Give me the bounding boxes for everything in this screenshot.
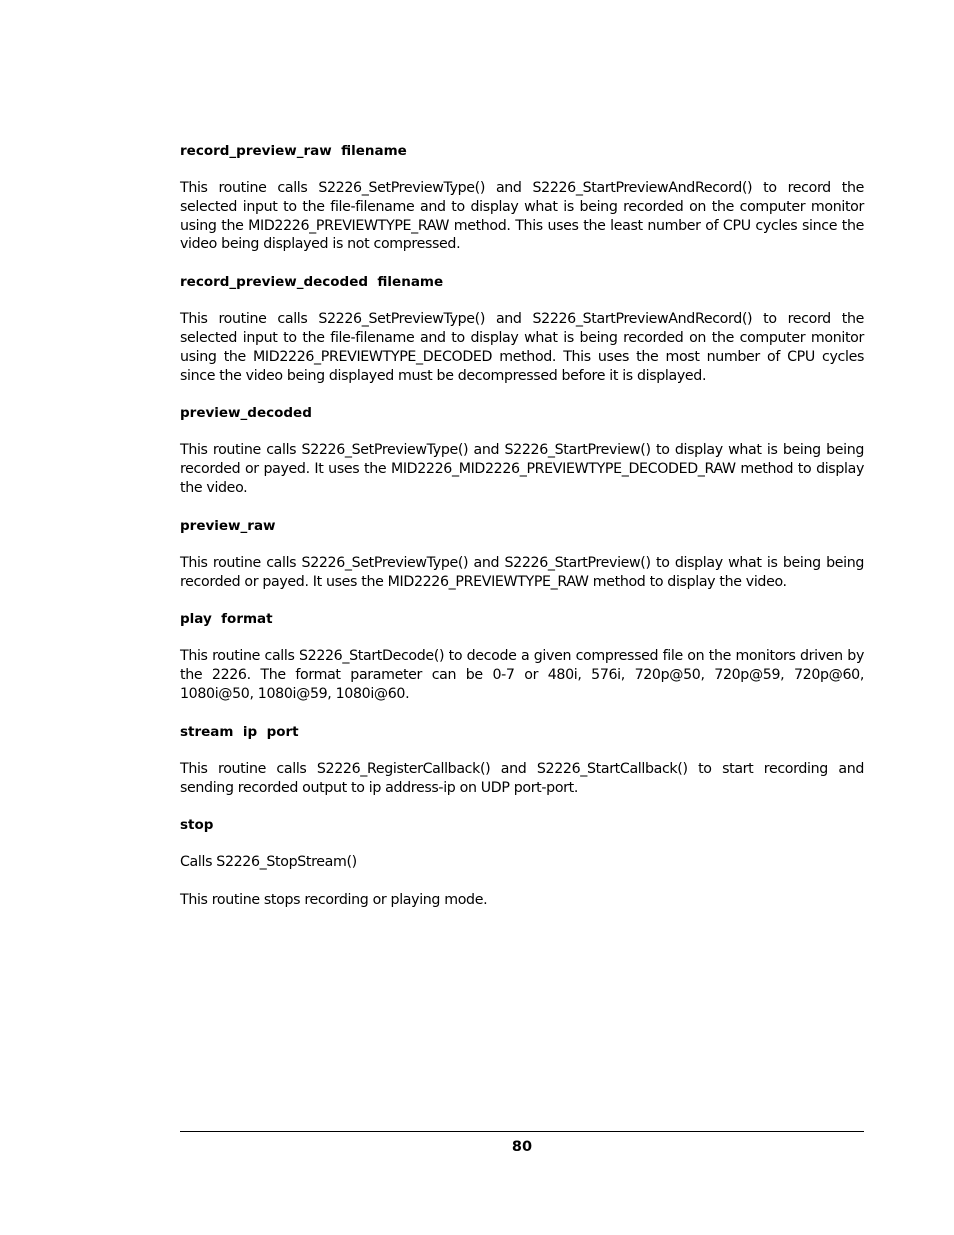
section-play-format	[180, 610, 864, 722]
section-heading: preview_raw	[180, 517, 276, 534]
section-heading: record_preview_raw filename	[180, 143, 407, 159]
section-record-preview-raw	[180, 142, 864, 273]
section-stop	[180, 816, 864, 910]
section-heading: play format	[180, 611, 273, 628]
section-paragraph: This routine calls S2226_SetPreviewType() and S2226_StartPreviewAndRecord() to record the selected input to the file-filename and to display what is being recorded on the computer monitor using the MID2226_PREVIEWTYPE_RAW method. This uses the least number of CPU cycles since the video being displayed is not compressed.	[180, 180, 864, 253]
section-preview-raw	[180, 517, 864, 611]
section-heading: record_preview_decoded filename	[180, 274, 444, 291]
page-number: 80	[511, 1139, 533, 1155]
section-paragraph: This routine calls S2226_SetPreviewType() and S2226_StartPreview() to display what is being being recorded or payed. It uses the MID2226_PREVIEWTYPE_RAW method to display the video.	[180, 554, 864, 590]
section-paragraph: Calls S2226_StopStream()	[180, 854, 357, 871]
section-preview-decoded	[180, 404, 864, 516]
document-body	[180, 142, 864, 910]
section-stream-ip-port	[180, 723, 864, 817]
footer-divider	[180, 1131, 864, 1132]
section-paragraph: This routine calls S2226_SetPreviewType() and S2226_StartPreview() to display what is being being recorded or payed. It uses the MID2226_MID2226_PREVIEWTYPE_DECODED_RAW method to display the video.	[180, 442, 864, 496]
section-paragraph: This routine calls S2226_StartDecode() to decode a given compressed file on the monitors driven by the 2226. The format parameter can be 0-7 or 480i, 576i, 720p@50, 720p@59, 720p@60, 1080i@50, 1080i@59, 1080i@60.	[180, 648, 864, 702]
section-heading: stop	[180, 817, 214, 834]
section-paragraph: This routine calls S2226_SetPreviewType() and S2226_StartPreviewAndRecord() to record the selected input to the file-filename and to display what is being recorded on the computer monitor using the MID2226_PREVIEWTYPE_DECODED method. This uses the most number of CPU cycles since the video being displayed must be decompressed before it is displayed.	[180, 311, 864, 384]
section-record-preview-decoded	[180, 273, 864, 404]
section-heading: preview_decoded	[180, 405, 312, 422]
section-paragraph: This routine stops recording or playing mode.	[180, 892, 488, 909]
section-paragraph: This routine calls S2226_RegisterCallback() and S2226_StartCallback() to start recording and sending recorded output to ip address-ip on UDP port-port.	[180, 760, 864, 796]
section-heading: stream ip port	[180, 723, 299, 740]
